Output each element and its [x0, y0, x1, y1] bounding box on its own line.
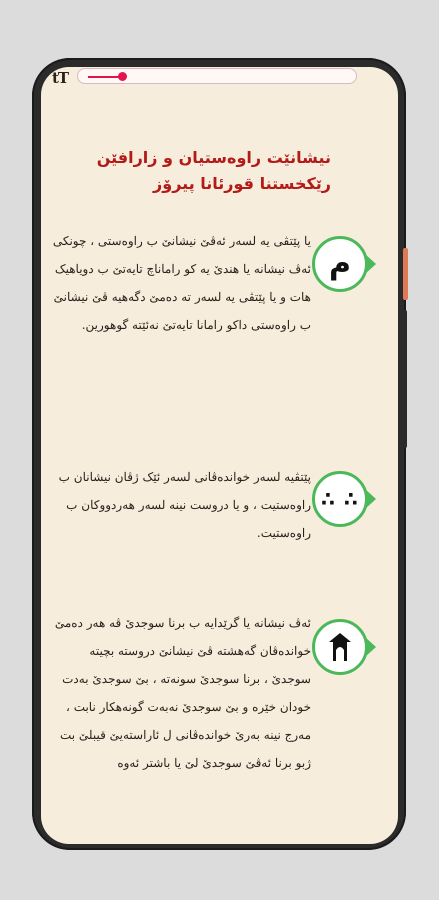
sajdah-sign-description: ئەڤ نیشانە یا گرێدایە ب برنا سوجدێ ڤە هەر دەمێ خواندەڤان گەهشتە ڤێ نیشانێ دروستە بچیتە سوجدێ ، برنا سوجدێ سونەتە ، بێ سوجدێ بەدت خودان خێرە و بێ سوجدێ نەبەت گونەهکار نابت ، مەرج نینە بەرێ خواندەڤانی ل ئاراستەیێ قیبلێ بت ژبو برنا ئەڤێ سوجدێ لێ یا باشتر ئەوە — [54, 616, 311, 770]
stop-sign-glyph: م — [329, 246, 351, 281]
font-size-icon[interactable]: tT — [52, 69, 69, 87]
slider-thumb[interactable] — [118, 72, 127, 81]
title-line-1: نیشانێت راوەستیان و زارافێن — [96, 148, 331, 167]
pause-sign-glyph: ∴ ∴ — [321, 487, 359, 511]
sajdah-arch-icon — [312, 619, 368, 675]
power-button — [403, 310, 407, 448]
stop-sign-description: یا پێتڤی یە لسەر ئەڤێ نیشانێ ب راوەستی ، چونکی ئەڤ نیشانە یا هندێ یە کو راماناچ تایەتێ ب دویاهیک هات و یا پێتڤی یە لسەر تە دەمێ دگەهیە ڤێ نیشانێ ب راوەستی داکو رامانا تایەتێ نەئێتە گوهورین. — [52, 234, 311, 332]
volume-button — [403, 248, 408, 300]
title-line-2: رێکخستنا قورئانا پیرۆز — [153, 174, 331, 193]
reading-toolbar — [41, 67, 398, 89]
pause-sign-description: پێتڤیە لسەر خواندەڤانی لسەر ئێک ژڤان نیشانان ب راوەستیت ، و یا دروست نینە لسەر هەردووکان ب راوەستیت. — [58, 470, 311, 540]
mim-stop-sign-icon — [312, 236, 368, 292]
slider-fill — [88, 76, 122, 78]
three-dots-pause-icon — [312, 471, 368, 527]
page-title — [61, 145, 331, 197]
font-size-slider[interactable] — [77, 68, 357, 84]
app-screen — [41, 67, 398, 844]
sajdah-glyph — [327, 632, 353, 662]
